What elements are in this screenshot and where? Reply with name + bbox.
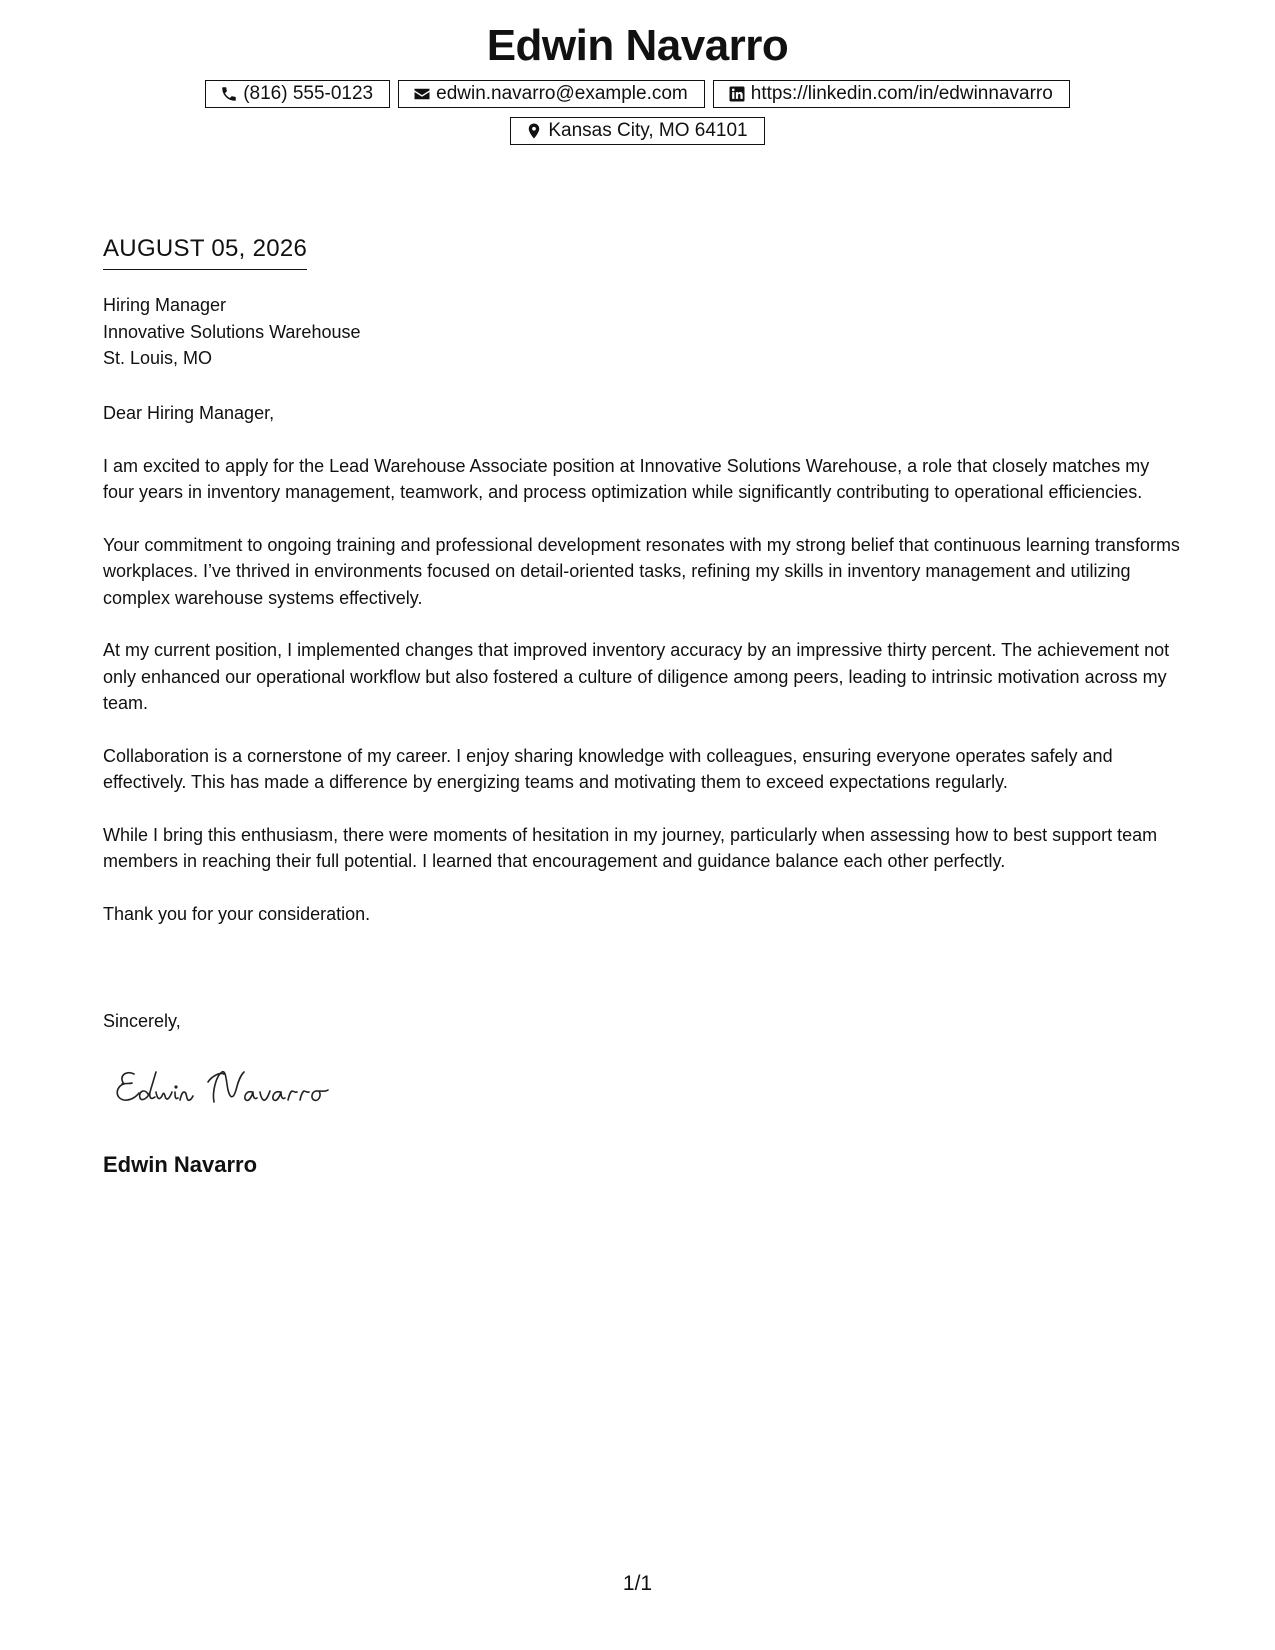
signature-image: [112, 1060, 362, 1116]
contact-row: [0, 80, 1275, 108]
recipient-block: [103, 292, 360, 372]
contact-phone[interactable]: [205, 80, 390, 108]
contact-email-text: edwin.navarro@example.com: [436, 83, 688, 104]
signer-name: Edwin Navarro: [103, 1152, 258, 1177]
map-pin-icon: [524, 121, 544, 141]
contact-email[interactable]: [398, 80, 705, 108]
recipient-title: Hiring Manager: [103, 295, 227, 315]
recipient-company: Innovative Solutions Warehouse: [103, 321, 361, 342]
contact-row: [0, 117, 1275, 145]
body-paragraph: Your commitment to ongoing training and professional development resonates with my strong belief that continuous learning transforms workplaces. I’ve thrived in environments focused on detail-oriented tasks, refining my skills in inventory management and utilizing complex warehouse systems effectively.: [103, 534, 1180, 608]
letter-date: AUGUST 05, 2026: [103, 234, 307, 270]
letter-body: [103, 400, 1183, 953]
contact-linkedin[interactable]: [713, 80, 1070, 108]
body-paragraph: I am excited to apply for the Lead Warehouse Associate position at Innovative Solutions Warehouse, a role that closely matches my four years in inventory management, teamwork, and process optimization while significantly contributing to operational efficiencies.: [103, 455, 1150, 502]
page-number: 1/1: [622, 1572, 653, 1595]
recipient-location: St. Louis, MO: [103, 348, 213, 368]
header-name: Edwin Navarro: [486, 21, 789, 70]
body-paragraph: Collaboration is a cornerstone of my career. I enjoy sharing knowledge with colleagues, ensuring everyone operates safely and effectively. This has made a difference by energizing teams and motivating them to exceed expectations regularly.: [103, 745, 1113, 792]
contact-linkedin-text: https://linkedin.com/in/edwinnavarro: [750, 83, 1053, 104]
envelope-icon: [412, 84, 432, 104]
thank-you-line: Thank you for your consideration.: [103, 903, 371, 924]
contact-location-text: Kansas City, MO 64101: [548, 120, 748, 141]
body-paragraph: At my current position, I implemented changes that improved inventory accuracy by an impressive thirty percent. The achievement not only enhanced our operational workflow but also fostered a culture of diligence among peers, leading to intrinsic motivation across my team.: [103, 640, 1170, 713]
phone-icon: [219, 84, 239, 104]
salutation: Dear Hiring Manager,: [103, 403, 275, 423]
contact-phone-text: (816) 555-0123: [243, 83, 374, 104]
body-paragraph: While I bring this enthusiasm, there were moments of hesitation in my journey, particularly when assessing how to best support team members in reaching their full potential. I learned that encouragement and guidance balance each other perfectly.: [103, 824, 1158, 871]
contact-location[interactable]: [510, 117, 764, 145]
closing: Sincerely,: [103, 1011, 181, 1031]
linkedin-icon: [727, 84, 747, 104]
